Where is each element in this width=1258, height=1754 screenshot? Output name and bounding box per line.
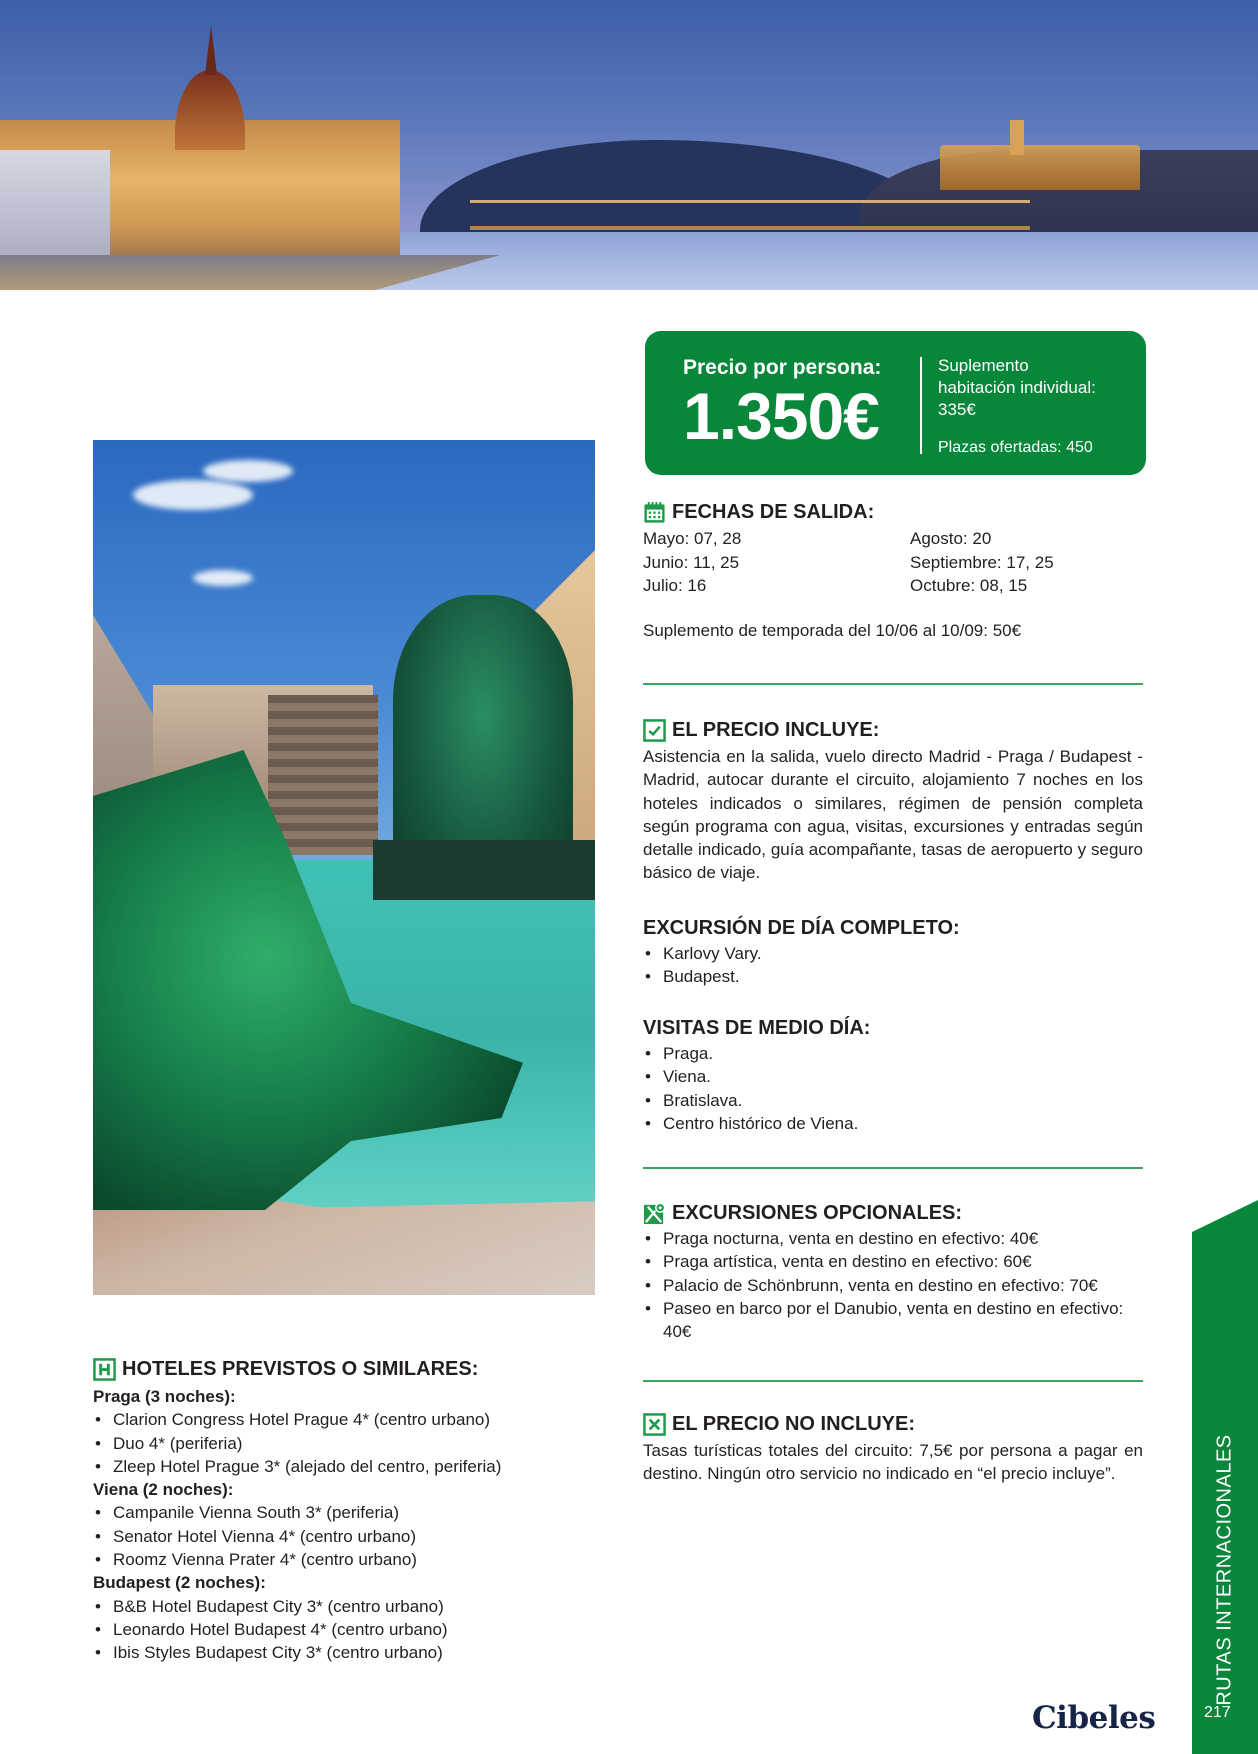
hotel-city: Viena (2 noches): <box>93 1480 234 1500</box>
list-item: • Viena. <box>643 1065 1143 1088</box>
hotel-city: Budapest (2 noches): <box>93 1573 266 1593</box>
hotel-item: • Senator Hotel Vienna 4* (centro urbano) <box>93 1525 593 1548</box>
section-divider <box>643 683 1143 685</box>
opcionales-heading <box>643 1201 1143 1225</box>
supplement-line: Suplemento <box>938 356 1029 375</box>
photo-pedestal <box>373 840 595 900</box>
checkbox-x-icon <box>643 1413 666 1436</box>
opcionales-list <box>643 1227 1143 1343</box>
date-entry: Agosto: 20 <box>910 529 992 548</box>
list-item: • Budapest. <box>643 965 1143 988</box>
date-entry: Julio: 16 <box>643 576 707 595</box>
banner-castle <box>940 145 1140 190</box>
banner-parliament-dome <box>175 70 245 150</box>
list-item: • Bratislava. <box>643 1089 1143 1112</box>
section-fechas <box>643 500 1143 642</box>
photo-cloud <box>193 570 253 586</box>
list-item: • Praga. <box>643 1042 1143 1065</box>
visitas-list <box>643 1042 1143 1135</box>
hotel-item: • Ibis Styles Budapest City 3* (centro urbano) <box>93 1641 593 1664</box>
banner-parliament-wing <box>0 150 110 270</box>
price-divider <box>920 357 922 454</box>
section-divider <box>643 1167 1143 1169</box>
date-entry: Mayo: 07, 28 <box>643 529 742 548</box>
list-item: • Paseo en barco por el Danubio, venta en destino en efectivo: 40€ <box>643 1297 1143 1344</box>
incluye-text: Asistencia en la salida, vuelo directo Madrid - Praga / Budapest - Madrid, autocar durante el circuito, alojamiento 7 noches en los hoteles indicados o similares, régimen de pensión completa según programa con agua, visitas, excursiones y entradas según detalle indicado, guía acompañante, tasas de aeropuerto y seguro básico de viaje. <box>643 747 1143 883</box>
no-incluye-text: Tasas turísticas totales del circuito: 7,5€ por persona a pagar en destino. Ningún otro servicio no indicado en “el precio incluye”. <box>643 1441 1143 1484</box>
opcionales-title: EXCURSIONES OPCIONALES: <box>672 1202 963 1224</box>
list-item: • Karlovy Vary. <box>643 942 1143 965</box>
hotel-group-praga <box>93 1385 593 1478</box>
section-no-incluye <box>643 1412 1143 1486</box>
banner-parliament-spire <box>205 25 217 75</box>
list-item: • Centro histórico de Viena. <box>643 1112 1143 1135</box>
checkbox-check-icon <box>643 719 666 742</box>
photo-cloud <box>203 460 293 482</box>
section-opcionales <box>643 1201 1143 1343</box>
hotel-list <box>93 1595 593 1665</box>
hotel-h-icon <box>93 1358 116 1381</box>
date-entry: Septiembre: 17, 25 <box>910 552 1054 572</box>
hotel-item: • Clarion Congress Hotel Prague 4* (centro urbano) <box>93 1408 593 1431</box>
supplement-amount: 335€ <box>938 400 976 419</box>
section-excursion-dia <box>643 916 1143 989</box>
price-box <box>645 331 1146 475</box>
section-incluye <box>643 718 1143 885</box>
page-number: 217 <box>1204 1704 1231 1721</box>
side-photo-vienna-fountain <box>93 440 595 1295</box>
section-divider <box>643 1380 1143 1382</box>
hotel-item: • Duo 4* (periferia) <box>93 1432 593 1455</box>
list-item: • Praga nocturna, venta en destino en efectivo: 40€ <box>643 1227 1143 1250</box>
calendar-icon <box>643 501 666 524</box>
date-entry: Junio: 11, 25 <box>643 552 740 572</box>
banner-chain-bridge <box>470 200 1030 230</box>
date-entry: Octubre: 08, 15 <box>910 576 1028 595</box>
hotel-item: • Roomz Vienna Prater 4* (centro urbano) <box>93 1548 593 1571</box>
dates-grid <box>643 527 1143 598</box>
hotel-group-viena <box>93 1478 593 1571</box>
fechas-heading <box>643 500 1143 524</box>
hotel-item: • B&B Hotel Budapest City 3* (centro urbano) <box>93 1595 593 1618</box>
map-pin-icon <box>643 1202 666 1225</box>
incluye-title: EL PRECIO INCLUYE: <box>672 719 880 741</box>
hotel-list <box>93 1501 593 1571</box>
no-incluye-heading <box>643 1412 1143 1436</box>
incluye-heading <box>643 718 1143 742</box>
single-supplement <box>938 355 1138 421</box>
plazas-ofertadas: Plazas ofertadas: 450 <box>938 439 1093 456</box>
price-amount: 1.350€ <box>683 379 879 453</box>
section-tab-label: RUTAS INTERNACIONALES <box>1213 1434 1236 1706</box>
hotel-group-budapest <box>93 1571 593 1664</box>
no-incluye-title: EL PRECIO NO INCLUYE: <box>672 1413 915 1435</box>
price-label: Precio por persona: <box>683 356 882 379</box>
banner-castle-tower <box>1010 120 1024 155</box>
hotel-list <box>93 1408 593 1478</box>
photo-cloud <box>133 480 253 510</box>
list-item: • Praga artística, venta en destino en efectivo: 60€ <box>643 1250 1143 1273</box>
season-supplement: Suplemento de temporada del 10/06 al 10/09: 50€ <box>643 620 1022 640</box>
visitas-title: VISITAS DE MEDIO DÍA: <box>643 1017 871 1039</box>
hotel-item: • Zleep Hotel Prague 3* (alejado del centro, periferia) <box>93 1455 593 1478</box>
excursion-dia-list <box>643 942 1143 989</box>
section-hoteles <box>93 1357 593 1665</box>
brand-logo: Cibeles <box>1032 1700 1156 1736</box>
fechas-title: FECHAS DE SALIDA: <box>672 501 875 523</box>
hoteles-title: HOTELES PREVISTOS O SIMILARES: <box>122 1358 479 1380</box>
hoteles-heading <box>93 1357 593 1381</box>
hotel-item: • Campanile Vienna South 3* (periferia) <box>93 1501 593 1524</box>
supplement-line: habitación individual: <box>938 378 1096 397</box>
photo-building-center-2 <box>268 695 378 855</box>
hotel-item: • Leonardo Hotel Budapest 4* (centro urbano) <box>93 1618 593 1641</box>
excursion-dia-title: EXCURSIÓN DE DÍA COMPLETO: <box>643 917 960 939</box>
banner-photo-budapest <box>0 0 1258 290</box>
section-visitas <box>643 1016 1143 1135</box>
hotel-city: Praga (3 noches): <box>93 1387 236 1406</box>
list-item: • Palacio de Schönbrunn, venta en destino en efectivo: 70€ <box>643 1274 1143 1297</box>
